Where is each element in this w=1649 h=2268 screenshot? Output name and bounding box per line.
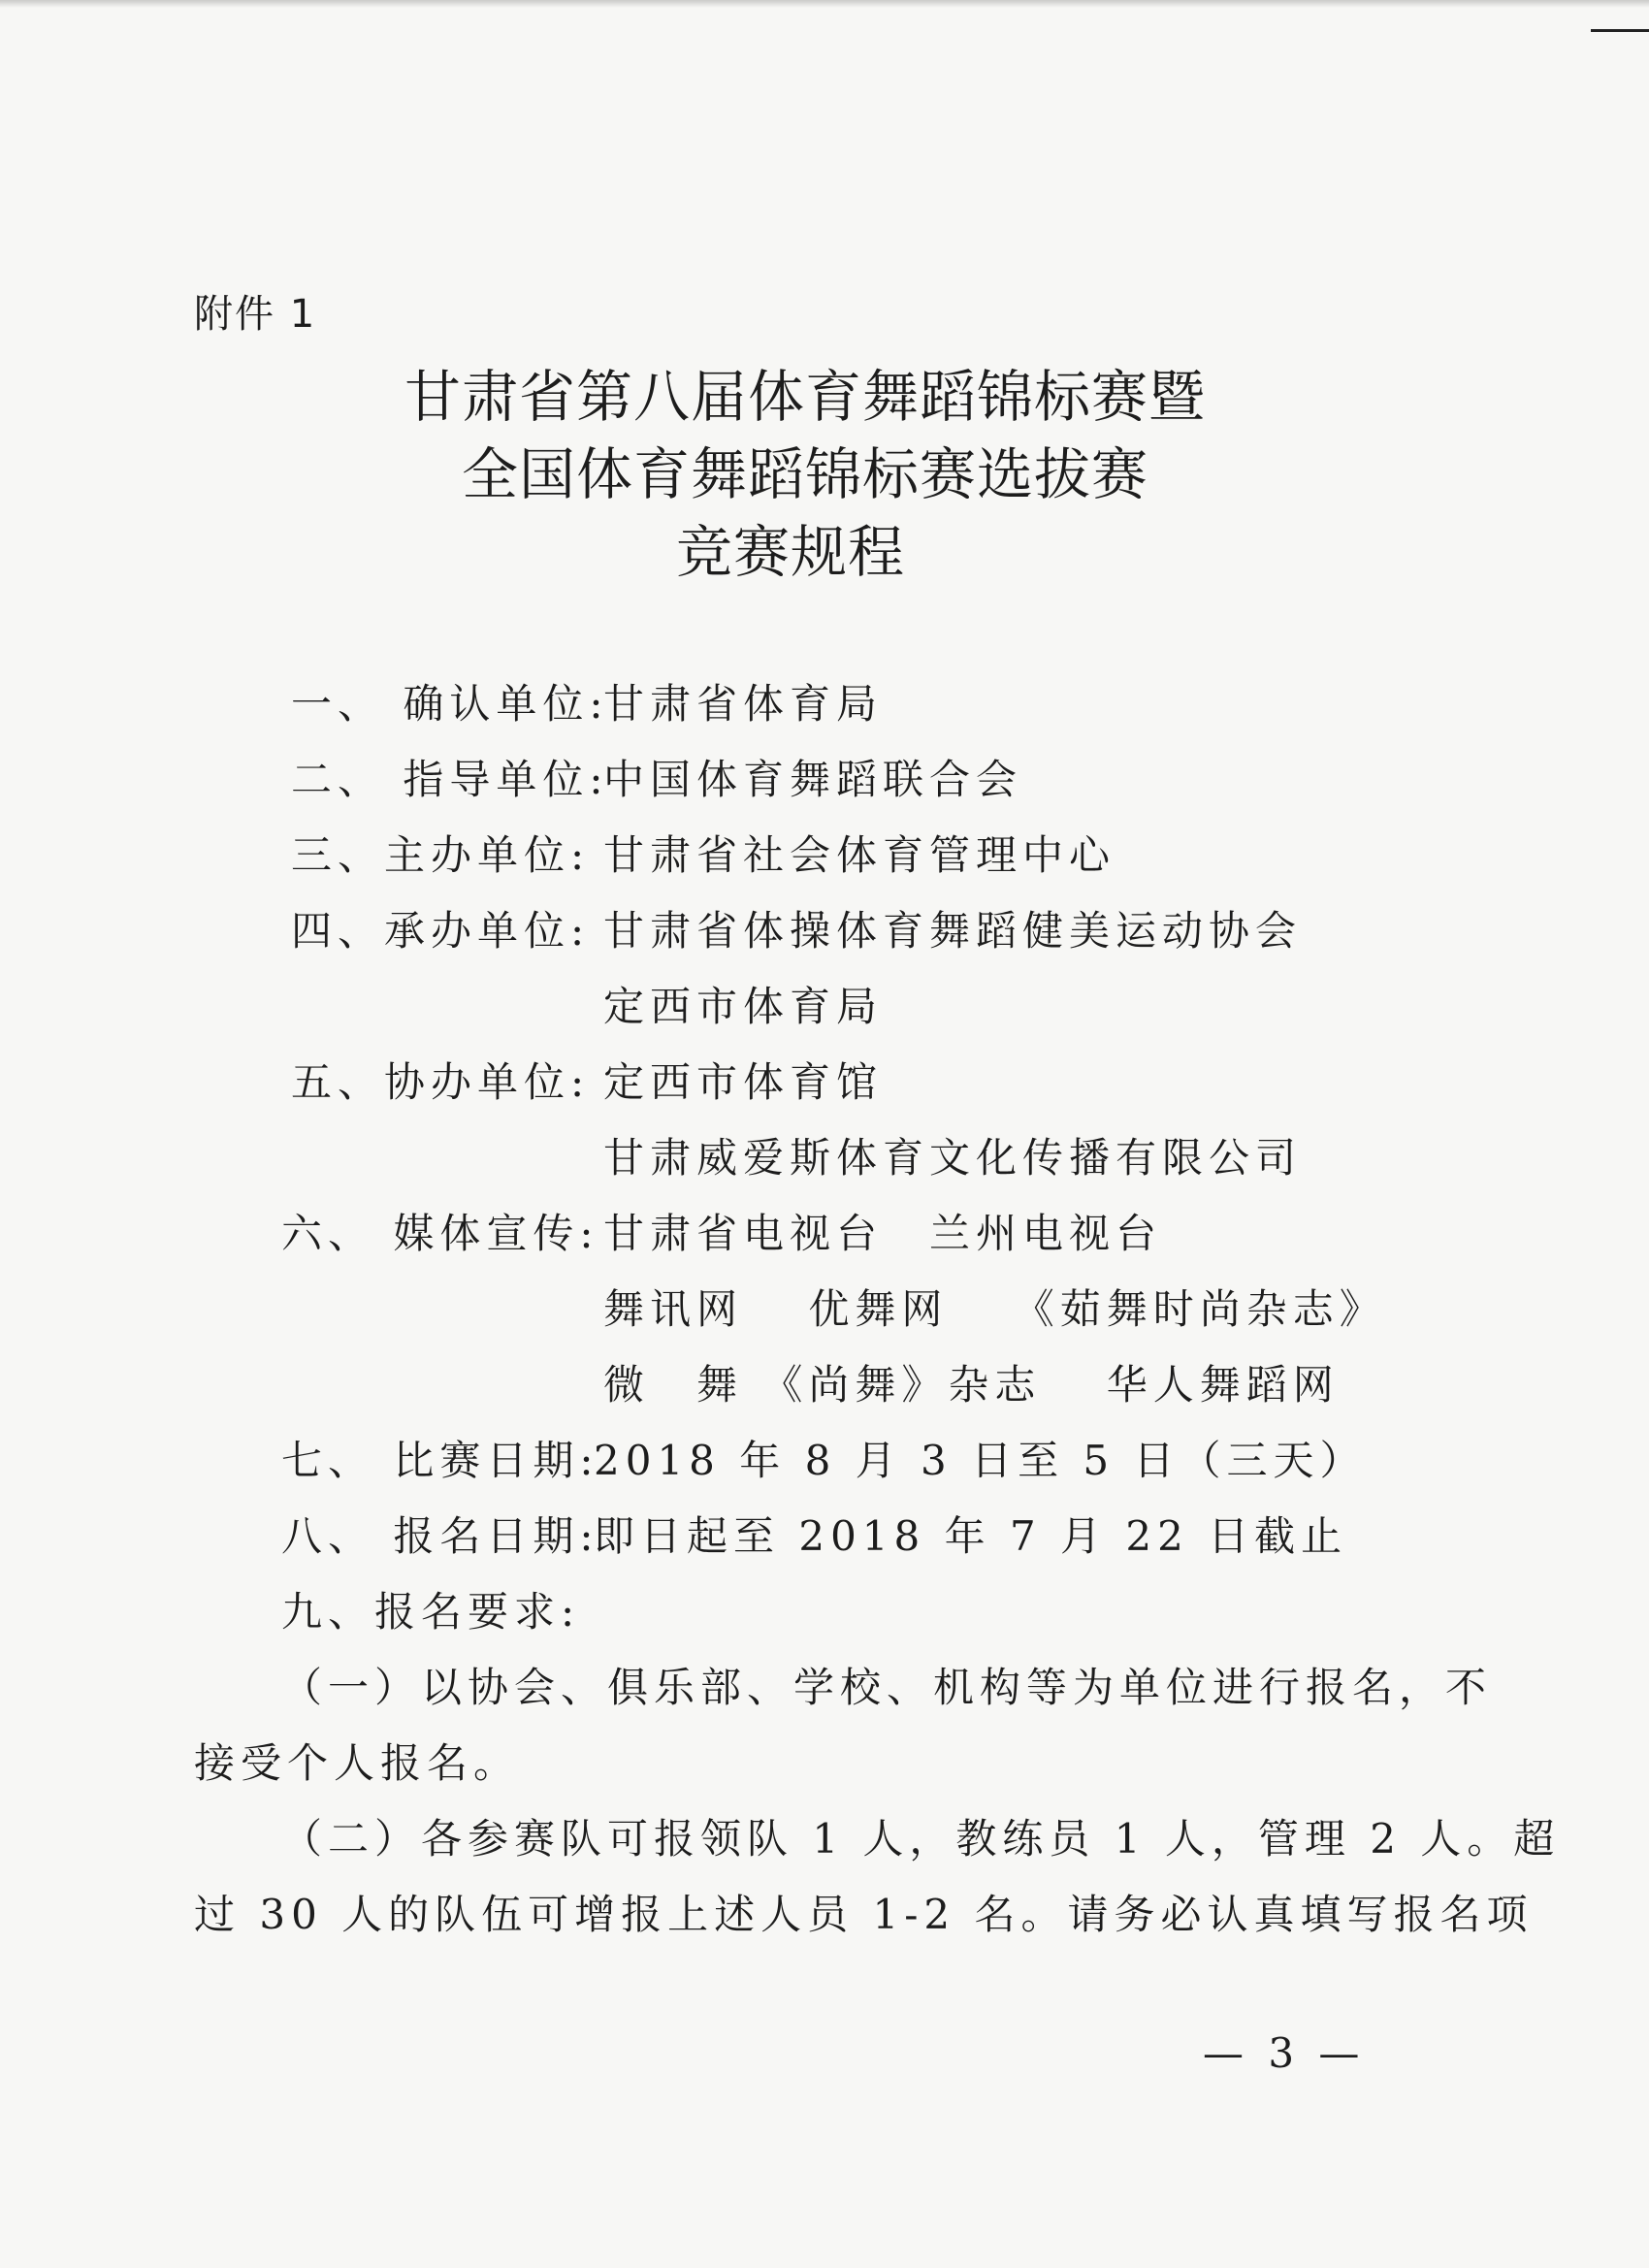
title-line-3: 竞赛规程 xyxy=(675,519,905,585)
page-number: — 3 — xyxy=(1203,2029,1366,2077)
item-value: 甘肃省社会体育管理中心 xyxy=(603,831,1116,879)
item-value: 甘肃省电视台 兰州电视台 xyxy=(603,1210,1163,1257)
item-value: 2018 年 8 月 3 日至 5 日（三天） xyxy=(594,1437,1367,1484)
item-label: 四、承办单位: xyxy=(291,907,591,955)
item-label: 二、 指导单位: xyxy=(291,756,609,803)
item-label: 八、 报名日期: xyxy=(281,1512,599,1560)
scan-edge-mark xyxy=(1591,0,1649,32)
item-value: 中国体育舞蹈联合会 xyxy=(603,756,1023,803)
scan-edge-top xyxy=(0,0,1649,8)
item-value: 甘肃省体操体育舞蹈健美运动协会 xyxy=(603,907,1303,955)
item-value: 定西市体育馆 xyxy=(603,1058,884,1106)
item-value: 甘肃威爱斯体育文化传播有限公司 xyxy=(603,1134,1303,1182)
section9-p1-line2: 接受个人报名。 xyxy=(194,1739,521,1787)
item-value: 甘肃省体育局 xyxy=(603,680,884,728)
item-label: 七、 比赛日期: xyxy=(281,1437,599,1484)
section9-p1-line1: （一）以协会、俱乐部、学校、机构等为单位进行报名，不 xyxy=(281,1664,1493,1711)
title-line-2: 全国体育舞蹈锦标赛选拔赛 xyxy=(461,441,1148,507)
section9-heading: 九、报名要求: xyxy=(281,1588,581,1636)
item-value: 定西市体育局 xyxy=(603,983,884,1030)
item-label: 三、主办单位: xyxy=(291,831,591,879)
item-label: 一、 确认单位: xyxy=(291,680,609,728)
item-value: 舞讯网 优舞网 《茹舞时尚杂志》 xyxy=(603,1285,1386,1333)
annex-label: 附件 1 xyxy=(194,292,317,337)
section9-p2-line1: （二）各参赛队可报领队 1 人，教练员 1 人，管理 2 人。超 xyxy=(281,1815,1561,1863)
item-value: 微 舞 《尚舞》杂志 华人舞蹈网 xyxy=(603,1361,1340,1409)
item-label: 六、 媒体宣传: xyxy=(281,1210,599,1257)
title-line-1: 甘肃省第八届体育舞蹈锦标赛暨 xyxy=(404,364,1206,430)
item-label: 五、协办单位: xyxy=(291,1058,591,1106)
item-value: 即日起至 2018 年 7 月 22 日截止 xyxy=(594,1512,1348,1560)
section9-p2-line2: 过 30 人的队伍可增报上述人员 1-2 名。请务必认真填写报名项 xyxy=(194,1891,1534,1938)
